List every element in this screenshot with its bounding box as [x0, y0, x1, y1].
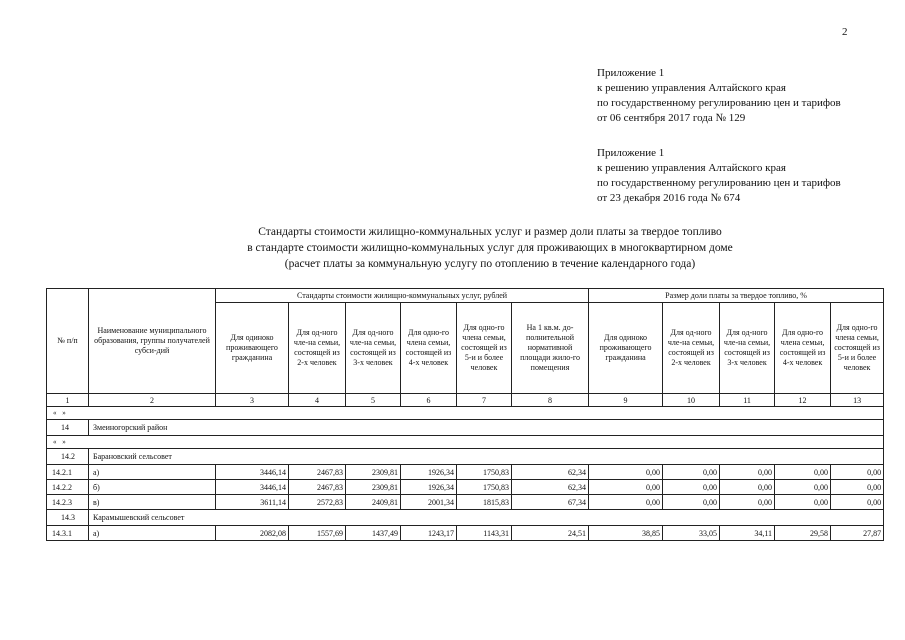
- header-share-2: Для од-ного чле-на семьи, состоящей из 2-х человек: [663, 303, 720, 394]
- district-name: Змеиногорский район: [89, 420, 884, 436]
- header-standards-6: На 1 кв.м. до-полнительной нормативной площади жило-го помещения: [512, 303, 589, 394]
- cell-value: 3446,14: [216, 480, 289, 495]
- row-label: а): [89, 526, 216, 541]
- cell-value: 0,00: [720, 495, 775, 510]
- cell-value: 1557,69: [289, 526, 346, 541]
- row-label: а): [89, 465, 216, 480]
- district-row: [47, 420, 884, 436]
- title-line-3: (расчет платы за коммунальную услугу по отоплению в течение календарного года): [284, 258, 696, 270]
- cell-value: 2001,34: [401, 495, 457, 510]
- cell-value: 2309,81: [346, 480, 401, 495]
- header-group-standards: Стандарты стоимости жилищно-коммунальных услуг, рублей: [216, 289, 589, 303]
- cell-value: 0,00: [720, 465, 775, 480]
- cell-value: 0,00: [663, 465, 720, 480]
- cell-value: 34,11: [720, 526, 775, 541]
- column-number: 4: [289, 394, 346, 407]
- column-number: 12: [775, 394, 831, 407]
- cell-value: 62,34: [512, 465, 589, 480]
- header-col-num: № п/п: [47, 289, 89, 394]
- cell-value: 2082,08: [216, 526, 289, 541]
- table-row: [47, 495, 884, 510]
- cell-value: 29,58: [775, 526, 831, 541]
- cell-value: 0,00: [831, 495, 884, 510]
- cell-value: 2309,81: [346, 465, 401, 480]
- header-standards-3: Для од-ного чле-на семьи, состоящей из 3-х человек: [346, 303, 401, 394]
- cell-value: 3446,14: [216, 465, 289, 480]
- row-number: 14.2.2: [47, 480, 89, 495]
- column-number: 3: [216, 394, 289, 407]
- appendix-block-2: [597, 146, 841, 206]
- cell-value: 2467,83: [289, 480, 346, 495]
- cell-value: 1926,34: [401, 480, 457, 495]
- cell-value: 2467,83: [289, 465, 346, 480]
- cell-value: 62,34: [512, 480, 589, 495]
- table-row: [47, 465, 884, 480]
- row-label: в): [89, 495, 216, 510]
- cell-value: 0,00: [775, 495, 831, 510]
- header-standards-1: Для одиноко проживающего гражданина: [216, 303, 289, 394]
- cell-value: 24,51: [512, 526, 589, 541]
- section-number: 14.3: [47, 510, 89, 526]
- district-number: 14: [47, 420, 89, 436]
- cell-value: 0,00: [831, 480, 884, 495]
- cell-value: 0,00: [720, 480, 775, 495]
- cell-value: 1437,49: [346, 526, 401, 541]
- appendix-1-line-2: к решению управления Алтайского края: [597, 82, 786, 94]
- column-number: 6: [401, 394, 457, 407]
- title-line-1: Стандарты стоимости жилищно-коммунальных услуг и размер доли платы за твердое топливо: [258, 226, 722, 238]
- section-name: Барановский сельсовет: [89, 449, 884, 465]
- cell-value: 27,87: [831, 526, 884, 541]
- page-number: 2: [842, 26, 848, 38]
- row-number: 14.2.3: [47, 495, 89, 510]
- cell-value: 1815,83: [457, 495, 512, 510]
- row-number: 14.2.1: [47, 465, 89, 480]
- cell-value: 33,05: [663, 526, 720, 541]
- appendix-2-line-1: Приложение 1: [597, 147, 665, 159]
- appendix-2-line-3: по государственному регулированию цен и тарифов: [597, 177, 841, 189]
- column-number: 1: [47, 394, 89, 407]
- cell-value: 0,00: [775, 480, 831, 495]
- appendix-2-line-4: от 23 декабря 2016 года № 674: [597, 192, 741, 204]
- section-number: 14.2: [47, 449, 89, 465]
- header-share-1: Для одиноко проживающего гражданина: [589, 303, 663, 394]
- section-row: [47, 510, 884, 526]
- header-standards-2: Для од-ного чле-на семьи, состоящей из 2-х человек: [289, 303, 346, 394]
- title-line-2: в стандарте стоимости жилищно-коммунальных услуг для проживающих в многоквартирном доме: [247, 242, 733, 254]
- header-standards-4: Для одно-го члена семьи, состоящей из 4-х человек: [401, 303, 457, 394]
- cell-value: 38,85: [589, 526, 663, 541]
- appendix-1-line-4: от 06 сентября 2017 года № 129: [597, 112, 746, 124]
- header-share-3: Для од-ного чле-на семьи, состоящей из 3-х человек: [720, 303, 775, 394]
- section-name: Карамышевский сельсовет: [89, 510, 884, 526]
- header-share-4: Для одно-го члена семьи, состоящей из 4-х человек: [775, 303, 831, 394]
- header-standards-5: Для одно-го члена семьи, состоящей из 5-и и более человек: [457, 303, 512, 394]
- appendix-1-line-1: Приложение 1: [597, 67, 665, 79]
- cell-value: 0,00: [589, 495, 663, 510]
- cell-value: 0,00: [589, 465, 663, 480]
- column-number: 5: [346, 394, 401, 407]
- section-row: [47, 449, 884, 465]
- appendix-2-line-2: к решению управления Алтайского края: [597, 162, 786, 174]
- table-row: [47, 526, 884, 541]
- cell-value: 0,00: [775, 465, 831, 480]
- omission-marker: « »: [47, 436, 884, 449]
- cell-value: 0,00: [589, 480, 663, 495]
- column-number: 2: [89, 394, 216, 407]
- header-col-name: Наименование муниципального образования, группы получателей субси-дий: [89, 289, 216, 394]
- cell-value: 0,00: [831, 465, 884, 480]
- header-share-5: Для одно-го члена семьи, состоящей из 5-и и более человек: [831, 303, 884, 394]
- row-label: б): [89, 480, 216, 495]
- header-group-share: Размер доли платы за твердое топливо, %: [589, 289, 884, 303]
- column-number: 7: [457, 394, 512, 407]
- column-number-row: [47, 394, 884, 407]
- cell-value: 67,34: [512, 495, 589, 510]
- cell-value: 1243,17: [401, 526, 457, 541]
- cell-value: 1750,83: [457, 480, 512, 495]
- cell-value: 2409,81: [346, 495, 401, 510]
- omission-marker: « »: [47, 407, 884, 420]
- cell-value: 1143,31: [457, 526, 512, 541]
- omission-row: [47, 407, 884, 420]
- table-row: [47, 480, 884, 495]
- omission-row: [47, 436, 884, 449]
- document-title: [200, 224, 780, 272]
- cell-value: 0,00: [663, 495, 720, 510]
- appendix-1-line-3: по государственному регулированию цен и тарифов: [597, 97, 841, 109]
- column-number: 9: [589, 394, 663, 407]
- cell-value: 1926,34: [401, 465, 457, 480]
- column-number: 13: [831, 394, 884, 407]
- cell-value: 0,00: [663, 480, 720, 495]
- cell-value: 1750,83: [457, 465, 512, 480]
- appendix-block-1: [597, 66, 841, 126]
- column-number: 8: [512, 394, 589, 407]
- row-number: 14.3.1: [47, 526, 89, 541]
- column-number: 10: [663, 394, 720, 407]
- standards-table: [46, 288, 884, 541]
- column-number: 11: [720, 394, 775, 407]
- cell-value: 2572,83: [289, 495, 346, 510]
- cell-value: 3611,14: [216, 495, 289, 510]
